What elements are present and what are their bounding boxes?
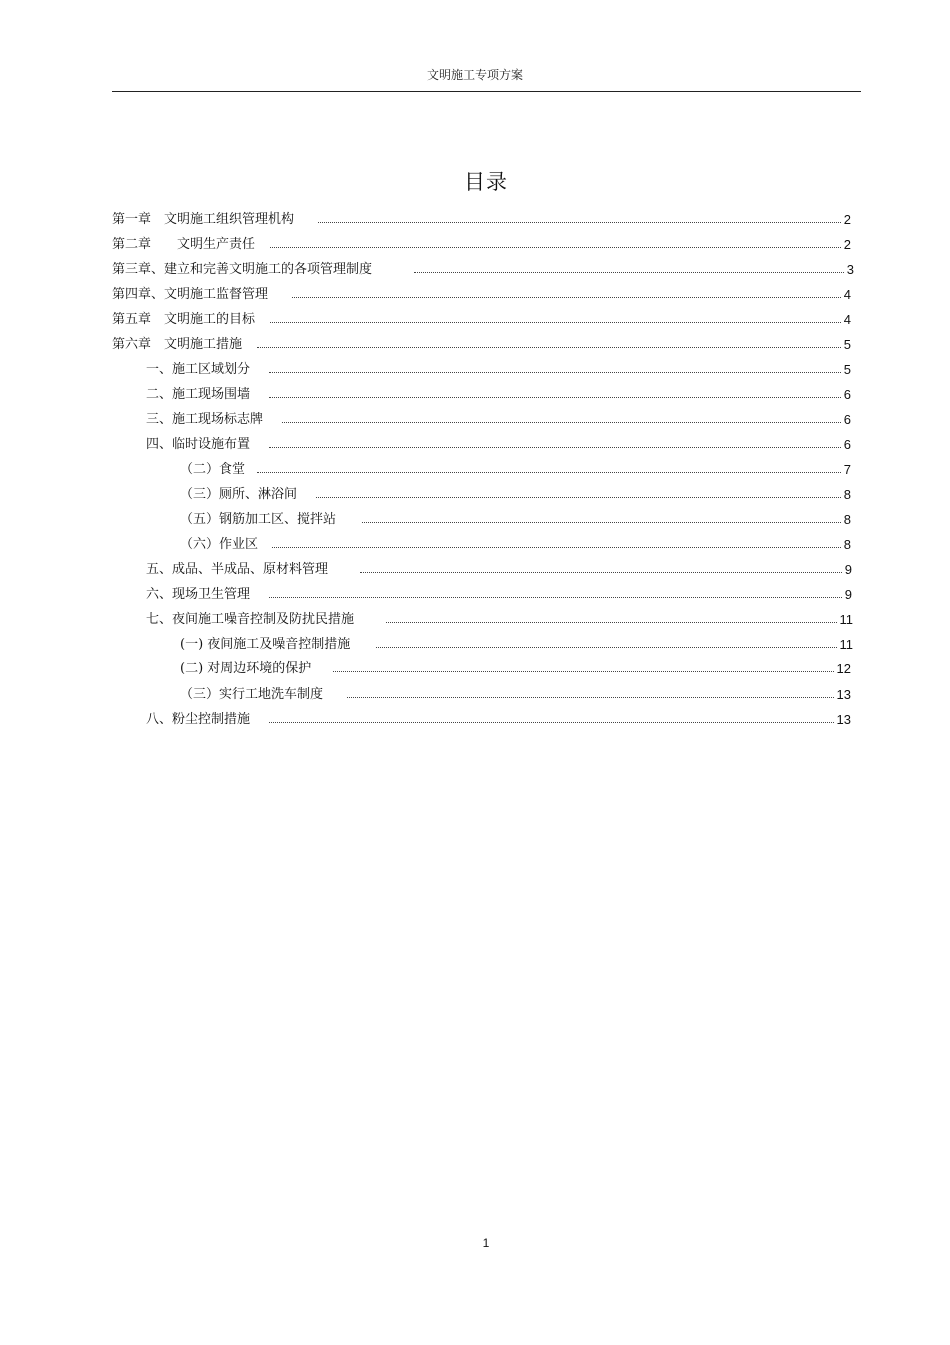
toc-entry-section[interactable] [146, 405, 851, 427]
toc-entry-chapter-5[interactable] [112, 305, 851, 327]
toc-entry-label: 第一章 文明施工组织管理机构 [112, 212, 295, 227]
toc-entry-label: 三、施工现场标志牌 [146, 412, 264, 427]
toc-entry-page: 9 [844, 562, 852, 577]
toc-entry-subsection[interactable] [180, 530, 851, 552]
toc-entry-subsection[interactable] [180, 680, 851, 702]
toc-entry-page: 6 [843, 412, 851, 427]
toc-entry-label: 八、粉尘控制措施 [146, 712, 251, 727]
toc-entry-label: 四、临时设施布置 [146, 437, 251, 452]
dot-leader [270, 246, 841, 248]
toc-entry-chapter-4[interactable] [112, 280, 851, 302]
toc-entry-page: 8 [843, 512, 851, 527]
toc-entry-page: 6 [843, 387, 851, 402]
toc-entry-label: 六、现场卫生管理 [146, 587, 251, 602]
dot-leader [269, 371, 841, 373]
toc-entry-label: （三）实行工地洗车制度 [180, 687, 324, 702]
dot-leader [414, 271, 844, 273]
dot-leader [269, 446, 841, 448]
dot-leader [360, 571, 842, 573]
toc-entry-section[interactable] [146, 380, 851, 402]
toc-entry-page: 5 [843, 362, 851, 377]
toc-entry-section[interactable] [146, 355, 851, 377]
toc-entry-page: 7 [843, 462, 851, 477]
toc-entry-label: 一、施工区域划分 [146, 362, 251, 377]
page-number: 1 [482, 1236, 490, 1250]
dot-leader [318, 221, 841, 223]
toc-entry-section[interactable] [146, 580, 852, 602]
toc-entry-section[interactable] [146, 705, 851, 727]
dot-leader [333, 670, 833, 672]
toc-entry-page: 8 [843, 487, 851, 502]
toc-entry-label: 第三章、建立和完善文明施工的各项管理制度 [112, 262, 373, 277]
toc-entry-page: 8 [843, 537, 851, 552]
toc-entry-label: 二、施工现场围墙 [146, 387, 251, 402]
running-header-title: 文明施工专项方案 [426, 68, 523, 82]
dot-leader [292, 296, 841, 298]
toc-entry-label: (二) 对周边环境的保护 [180, 661, 312, 676]
dot-leader [272, 546, 841, 548]
toc-entry-chapter-1[interactable] [112, 205, 851, 227]
toc-entry-subsection[interactable] [180, 654, 851, 676]
toc-entry-section[interactable] [146, 605, 853, 627]
toc-entry-page: 9 [844, 587, 852, 602]
toc-entry-section[interactable] [146, 555, 852, 577]
toc-entry-subsection[interactable] [180, 455, 851, 477]
toc-entry-label: 七、夜间施工噪音控制及防扰民措施 [146, 612, 355, 627]
dot-leader [270, 321, 841, 323]
toc-entry-chapter-6[interactable] [112, 330, 851, 352]
toc-entry-page: 4 [843, 287, 851, 302]
toc-entry-label: （六）作业区 [180, 537, 259, 552]
dot-leader [269, 596, 842, 598]
toc-entry-subsection[interactable] [180, 630, 853, 652]
toc-entry-label: 第二章 文明生产责任 [112, 237, 256, 252]
toc-entry-label: 第六章 文明施工措施 [112, 337, 243, 352]
toc-entry-page: 12 [836, 661, 851, 676]
dot-leader [362, 521, 841, 523]
toc-entry-chapter-2[interactable] [112, 230, 851, 252]
toc-entry-page: 2 [843, 212, 851, 227]
toc-entry-page: 13 [836, 687, 851, 702]
dot-leader [376, 646, 836, 648]
toc-entry-subsection[interactable] [180, 505, 851, 527]
toc-entry-label: （五）钢筋加工区、搅拌站 [180, 512, 337, 527]
toc-entry-chapter-3[interactable] [112, 255, 854, 277]
dot-leader [386, 621, 836, 623]
dot-leader [257, 346, 841, 348]
toc-entry-label: (一) 夜间施工及噪音控制措施 [180, 637, 351, 652]
toc-entry-label: （三）厕所、淋浴间 [180, 487, 298, 502]
dot-leader [347, 696, 834, 698]
toc-entry-label: 第四章、文明施工监督管理 [112, 287, 269, 302]
toc-entry-page: 11 [839, 612, 853, 627]
dot-leader [282, 421, 841, 423]
dot-leader [269, 396, 841, 398]
toc-title: 目录 [464, 170, 508, 194]
dot-leader [316, 496, 841, 498]
dot-leader [257, 471, 841, 473]
toc-entry-page: 5 [843, 337, 851, 352]
toc-entry-page: 6 [843, 437, 851, 452]
toc-entry-page: 2 [843, 237, 851, 252]
toc-entry-page: 11 [839, 637, 853, 652]
dot-leader [269, 721, 834, 723]
header-divider [112, 91, 861, 92]
toc-entry-section[interactable] [146, 430, 851, 452]
toc-entry-label: 五、成品、半成品、原材料管理 [146, 562, 329, 577]
toc-entry-subsection[interactable] [180, 480, 851, 502]
toc-entry-page: 13 [836, 712, 851, 727]
toc-entry-label: 第五章 文明施工的目标 [112, 312, 256, 327]
toc-entry-page: 4 [843, 312, 851, 327]
toc-entry-label: （二）食堂 [180, 462, 246, 477]
toc-entry-page: 3 [846, 262, 854, 277]
